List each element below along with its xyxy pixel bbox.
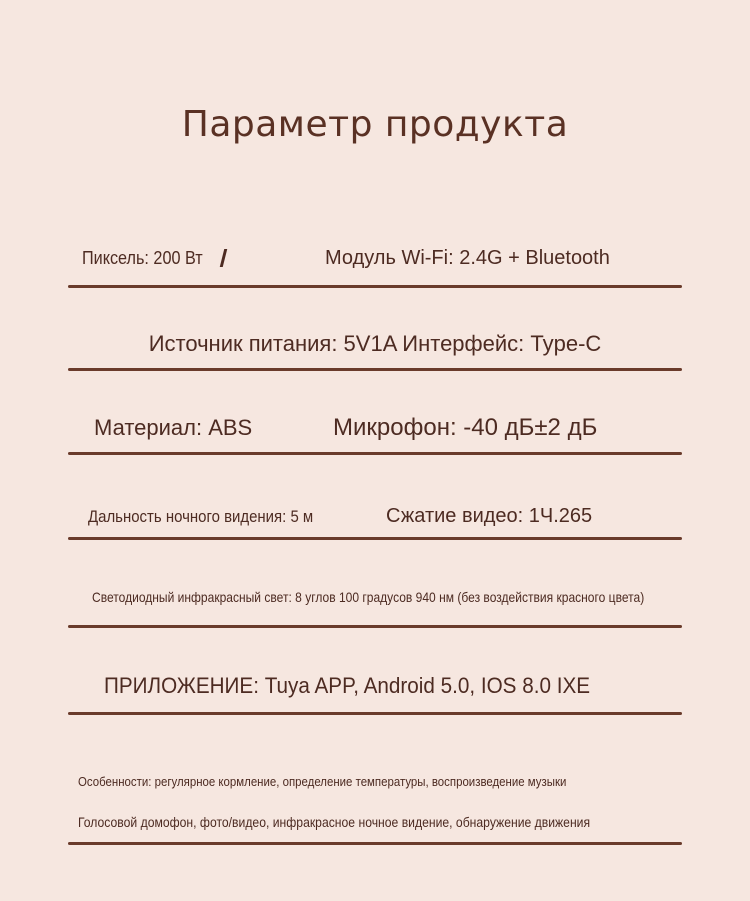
divider-6: [68, 712, 682, 715]
spec-wifi-module: Модуль Wi-Fi: 2.4G + Bluetooth: [325, 247, 610, 269]
spec-app-wrap: [104, 673, 621, 699]
spec-night-vision: Дальность ночного видения: 5 м: [88, 507, 314, 526]
divider-5: [68, 625, 682, 628]
spec-row-4: [68, 504, 682, 530]
slash-mark-icon: [220, 249, 227, 267]
divider-4: [68, 537, 682, 540]
spec-row-1: [68, 246, 682, 274]
divider-3: [68, 452, 682, 455]
spec-row-6: [68, 673, 682, 701]
spec-features-line-2-wrap: [78, 814, 667, 830]
spec-power-interface: Источник питания: 5V1A Интерфейс: Type-C: [148, 331, 602, 356]
spec-row-1-left-wrap: [82, 248, 225, 269]
divider-2: [68, 368, 682, 371]
spec-pixel: Пиксель: 200 Вт: [82, 248, 203, 268]
spec-material: Материал: ABS: [94, 415, 253, 440]
spec-features-line-1: Особенности: регулярное кормление, определение температуры, воспроизведение музыки: [78, 774, 567, 789]
spec-features-line-2: Голосовой домофон, фото/видео, инфракрасное ночное видение, обнаружение движения: [78, 814, 591, 830]
spec-row-7: [68, 774, 682, 834]
divider-7: [68, 842, 682, 845]
page-title: Параметр продукта: [181, 104, 569, 145]
spec-row-2: [68, 331, 682, 359]
spec-features-line-1-wrap: [78, 774, 633, 789]
spec-infrared-led-wrap: [92, 589, 734, 605]
spec-app: ПРИЛОЖЕНИЕ: Tuya APP, Android 5.0, IOS 8.0 IXE: [104, 673, 591, 698]
spec-night-vision-wrap: [88, 507, 344, 527]
spec-row-5: [68, 589, 682, 609]
divider-1: [68, 285, 682, 288]
spec-row-3: [68, 414, 682, 444]
spec-infrared-led: Светодиодный инфракрасный свет: 8 углов 100 градусов 940 нм (без воздействия красного цвета): [92, 589, 645, 605]
spec-video-compression: Сжатие видео: 1Ч.265: [386, 505, 593, 527]
spec-microphone: Микрофон: -40 дБ±2 дБ: [333, 414, 598, 441]
